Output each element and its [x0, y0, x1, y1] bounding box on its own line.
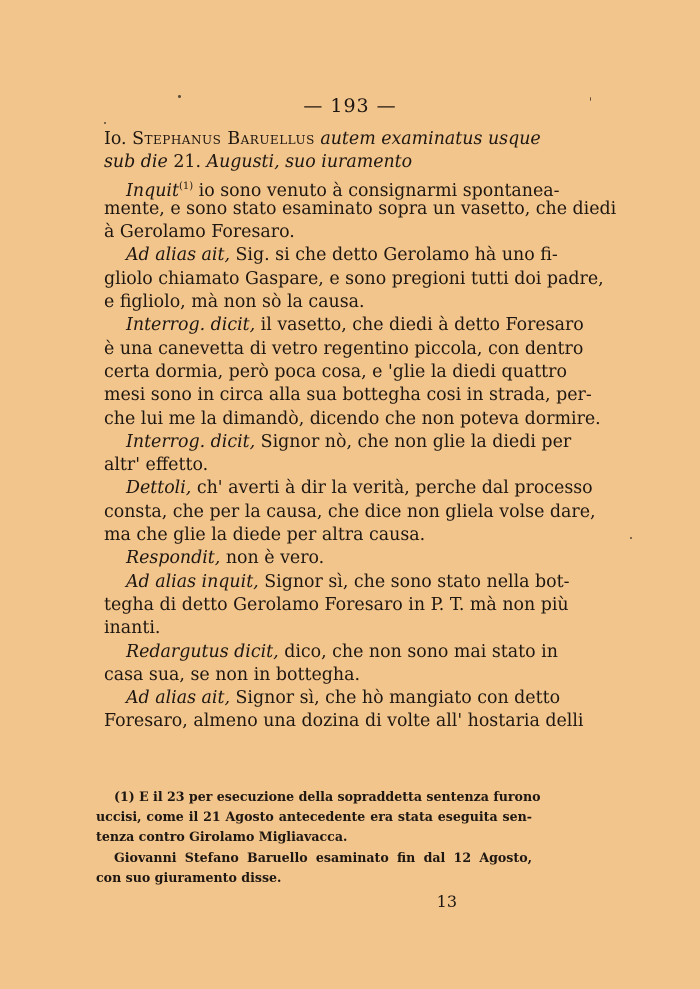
text-line: [104, 221, 532, 244]
text-segment: Dettoli,: [126, 478, 192, 499]
text-segment: ma che glie la diede per altra causa.: [104, 525, 426, 546]
text-segment: Ad alias inquit,: [126, 571, 259, 592]
text-line: [104, 338, 584, 361]
paragraph: [104, 431, 572, 478]
paragraph: [104, 244, 604, 314]
text-segment: altr' effetto.: [104, 455, 209, 476]
text-segment: Stephanus Baruellus: [132, 129, 315, 149]
footnote-line: con suo giuramento disse.: [96, 869, 282, 885]
footnote-line: tenza contro Girolamo Migliavacca.: [96, 829, 348, 845]
text-line: [104, 710, 584, 733]
text-segment: è una canevetta di vetro regentino piccola, con dentro: [104, 338, 584, 359]
text-line: [104, 454, 532, 477]
text-line: [104, 594, 569, 617]
footnote-line: Giovanni Stefano Baruello esaminato fin dal 12 Agosto,: [114, 849, 532, 865]
text-line: [104, 314, 584, 337]
text-segment: che lui me la dimandò, dicendo che non poteva dormire.: [104, 408, 601, 429]
speck: [590, 97, 591, 101]
text-segment: certa dormia, però poca cosa, e 'glie la diedi quattro: [104, 361, 567, 382]
text-segment: tegha di detto Gerolamo Foresaro in P. T. mà non più: [104, 594, 569, 615]
signature-mark: 13: [436, 892, 457, 911]
text-line: [104, 268, 604, 291]
text-line: [104, 128, 541, 151]
text-segment: gliolo chiamato Gaspare, e sono pregioni tutti doi padre,: [104, 268, 604, 289]
text-line: [104, 198, 617, 221]
body-text: [104, 128, 617, 734]
text-segment: Signor sì, che sono stato nella bot-: [258, 571, 570, 592]
text-line: [104, 431, 572, 454]
text-segment: Sig. si che detto Gerolamo hà uno fi-: [229, 245, 558, 266]
text-line: [104, 151, 532, 174]
speck: [178, 95, 181, 98]
text-segment: inanti.: [104, 618, 161, 639]
paragraph: [104, 477, 596, 547]
text-segment: 21.: [173, 152, 201, 173]
text-segment: il vasetto, che diedi à detto Foresaro: [255, 315, 584, 336]
text-segment: Signor sì, che hò mangiato con detto: [229, 688, 561, 709]
paragraph: [104, 687, 584, 734]
footnote-ref: (1): [178, 180, 194, 192]
text-segment: Inquit: [126, 180, 179, 201]
text-line: [104, 524, 532, 547]
paragraph: [104, 128, 541, 175]
text-segment: Foresaro, almeno una dozina di volte all' hostaria delli: [104, 711, 584, 732]
text-segment: Redargutus dicit,: [126, 641, 279, 662]
text-line: [104, 175, 560, 201]
text-segment: casa sua, se non in bottegha.: [104, 664, 361, 685]
text-line: [104, 244, 558, 267]
speck: [630, 537, 632, 539]
paragraph: [104, 641, 558, 688]
text-line: [104, 664, 532, 687]
text-line: [104, 617, 532, 640]
text-segment: ch' averti à dir la verità, perche dal processo: [191, 478, 593, 499]
text-segment: Signor nò, che non glie la diedi per: [255, 431, 572, 452]
paragraph: [104, 314, 601, 430]
text-segment: non è vero.: [220, 548, 325, 569]
speck: [104, 122, 106, 124]
text-line: [104, 641, 558, 664]
text-segment: sub die: [104, 152, 174, 173]
text-line: [104, 571, 570, 594]
footnote-line: uccisi, come il 21 Agosto antecedente era stata eseguita sen-: [96, 809, 532, 825]
text-line: [104, 408, 601, 431]
text-segment: e figliolo, mà non sò la causa.: [104, 292, 365, 313]
text-segment: dico, che non sono mai stato in: [278, 641, 558, 662]
text-line: [104, 687, 561, 710]
text-segment: mesi sono in circa alla sua bottegha cosi in strada, per-: [104, 385, 592, 406]
text-segment: autem examinatus usque: [314, 129, 541, 149]
text-segment: à Gerolamo Foresaro.: [104, 222, 295, 243]
text-segment: Ad alias ait,: [126, 688, 230, 709]
text-segment: Io.: [104, 129, 133, 149]
footnote-line: (1) E il 23 per esecuzione della sopraddetta sentenza furono: [114, 789, 541, 804]
text-segment: consta, che per la causa, che dice non gliela volse dare,: [104, 501, 596, 522]
paragraph: [104, 571, 570, 641]
text-segment: Ad alias ait,: [126, 245, 230, 266]
text-segment: Interrog. dicit,: [126, 431, 256, 452]
footnotes: [96, 787, 541, 888]
page-header: — 193 —: [303, 95, 397, 117]
text-line: [104, 361, 567, 384]
text-line: [104, 291, 532, 314]
text-line: [104, 384, 592, 407]
text-segment: Interrog. dicit,: [126, 315, 256, 336]
text-line: [104, 547, 532, 570]
text-segment: mente, e sono stato esaminato sopra un vasetto, che diedi: [104, 198, 617, 219]
text-segment: io sono venuto à consignarmi spontanea-: [193, 180, 560, 201]
paragraph: [104, 175, 617, 245]
text-line: [104, 501, 596, 524]
text-line: [104, 477, 593, 500]
text-segment: Respondit,: [126, 548, 221, 569]
text-segment: Augusti, suo iuramento: [200, 152, 413, 173]
paragraph: [104, 547, 532, 570]
